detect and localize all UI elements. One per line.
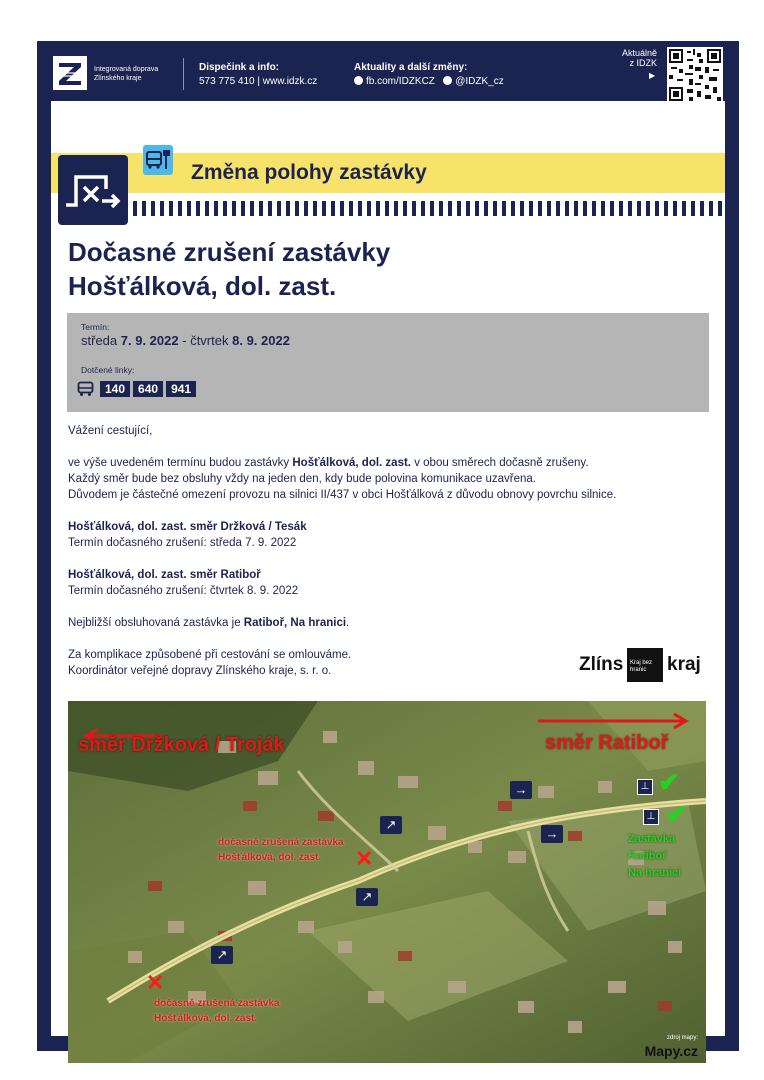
play-arrow-icon: ▶ — [649, 71, 656, 80]
lines-label: Dotčené linky: — [81, 365, 135, 375]
map-direction-right: směr Ratiboř — [545, 732, 669, 754]
qr-code[interactable] — [667, 47, 723, 103]
p1-line-2: Každý směr bude bez obsluhy vždy na jeden den, kdy bude polovina komunikace uzavřena. — [68, 473, 536, 485]
facebook-icon — [354, 76, 363, 85]
cancelled-2-line-2: Hošťálková, dol. zast. — [154, 1013, 258, 1024]
cancelled-stop-label-2 — [154, 996, 280, 1026]
header — [37, 41, 739, 101]
bus-stop-sign-icon: ⊥ — [637, 779, 653, 795]
greeting: Vážení cestující, — [68, 425, 153, 437]
zlinsky-kraj-logo — [579, 648, 709, 682]
checkmark-icon: ✔ — [666, 799, 688, 829]
notice-title-line-2: Hošťálková, dol. zast. — [68, 271, 337, 301]
active-stop-line-3: Na hranici — [628, 867, 682, 879]
term-label: Termín: — [81, 322, 110, 332]
news-title: Aktuality a další změny: — [354, 62, 468, 73]
line-badge: 140 — [100, 381, 130, 397]
zk-logo-box — [627, 648, 663, 682]
paragraph-main — [68, 455, 718, 471]
term-date-2: 8. 9. 2022 — [232, 333, 290, 348]
notice-title — [68, 235, 390, 303]
zk-logo-right: kraj — [667, 654, 701, 675]
poster-frame — [37, 41, 739, 1059]
zk-box-line-2: hranic — [630, 667, 647, 673]
zk-box-line-1: Kraj bez — [630, 660, 653, 666]
checkmark-icon: ✔ — [658, 767, 680, 797]
facebook-link[interactable]: fb.com/IDZKCZ — [366, 76, 435, 87]
twitter-link[interactable]: @IDZK_cz — [455, 76, 504, 87]
twitter-icon — [443, 76, 452, 85]
dispatch-title: Dispečink a info: — [199, 62, 280, 73]
term-date-1: 7. 9. 2022 — [120, 333, 179, 348]
news-info — [354, 62, 504, 87]
cancelled-1-line-1: dočasně zrušená zastávka — [218, 837, 344, 848]
active-stop-label — [628, 831, 681, 882]
stop-cancelled-icon — [58, 155, 128, 225]
content-panel — [51, 101, 725, 1059]
aerial-map — [68, 701, 706, 1063]
org-name — [94, 65, 158, 83]
nearest-text: Nejbližší obsluhovaná zastávka je — [68, 617, 244, 629]
signature: Koordinátor veřejné dopravy Zlínského kraje, s. r. o. — [68, 665, 332, 677]
bus-stop-icon — [143, 145, 173, 175]
active-stop-line-2: Ratiboř — [628, 850, 667, 862]
banner-stripes — [133, 201, 725, 216]
direction-2-title: Hošťálková, dol. zast. směr Ratiboř — [68, 569, 261, 581]
dispatch-phone[interactable]: 573 775 410 — [199, 76, 255, 87]
term-value — [81, 333, 290, 348]
cancelled-2-line-1: dočasně zrušená zastávka — [154, 998, 280, 1009]
direction-arrow-icon: → — [541, 825, 563, 843]
org-line-1: Integrovaná doprava — [94, 66, 159, 73]
banner-title: Změna polohy zastávky — [191, 161, 427, 184]
term-day-2: čtvrtek — [190, 333, 229, 348]
dispatch-info — [199, 62, 317, 87]
map-source-label: zdroj mapy: — [666, 1035, 698, 1041]
aktualne-label — [607, 48, 657, 68]
direction-2-term: Termín dočasného zrušení: čtvrtek 8. 9. 2022 — [68, 585, 299, 597]
map-direction-left: směr Držková / Troják — [78, 734, 285, 756]
cancelled-stop-label-1 — [218, 835, 344, 865]
line-badge: 941 — [166, 381, 196, 397]
nearest-period: . — [346, 617, 350, 629]
bus-icon — [77, 381, 94, 397]
org-line-2: Zlínského kraje — [94, 75, 142, 82]
direction-1-title: Hošťálková, dol. zast. směr Držková / Tesák — [68, 521, 307, 533]
term-dash: - — [182, 333, 187, 348]
dispatch-web-link[interactable]: www.idzk.cz — [262, 76, 318, 87]
apology: Za komplikace způsobené při cestování se omlouváme. — [68, 649, 352, 661]
notice-title-line-1: Dočasné zrušení zastávky — [68, 237, 391, 267]
line-badge: 640 — [133, 381, 163, 397]
term-day-1: středa — [81, 333, 118, 348]
zk-logo-left: Zlíns — [579, 654, 624, 675]
aktualne-line-2: z IDZK — [629, 58, 657, 68]
cancel-x-icon: ✕ — [355, 846, 374, 871]
nearest-stop-name: Ratiboř, Na hranici — [243, 617, 347, 629]
notice-body — [68, 423, 718, 679]
header-divider — [183, 58, 184, 90]
cancelled-1-line-2: Hošťálková, dol. zast. — [218, 852, 322, 863]
lines-list — [77, 381, 196, 397]
direction-1-term: Termín dočasného zrušení: středa 7. 9. 2022 — [68, 537, 297, 549]
dispatch-separator: | — [257, 76, 261, 87]
idzk-logo — [53, 56, 87, 90]
active-stop-line-1: Zastávka — [628, 833, 676, 845]
p1-line-3: Důvodem je částečné omezení provozu na silnici II/437 v obci Hošťálková z důvodu obnovy povrchu silnice. — [68, 489, 617, 501]
nearest-stop-sentence — [68, 615, 718, 631]
p1-text-a: ve výše uvedeném termínu budou zastávky — [68, 457, 293, 469]
p1-stop-name: Hošťálková, dol. zast. — [292, 457, 412, 469]
direction-arrow-icon: ↗ — [380, 816, 402, 834]
p1-text-b: v obou směrech dočasně zrušeny. — [411, 457, 589, 469]
cancel-x-icon: ✕ — [146, 970, 165, 995]
direction-arrow-icon: → — [510, 781, 532, 799]
mapy-cz-logo: Mapy.cz — [644, 1043, 698, 1059]
direction-arrow-icon: ↗ — [211, 946, 233, 964]
aktualne-line-1: Aktuálně — [621, 48, 657, 58]
bus-stop-sign-icon: ⊥ — [643, 809, 659, 825]
info-box — [67, 313, 709, 412]
direction-arrow-icon: ↗ — [356, 888, 378, 906]
